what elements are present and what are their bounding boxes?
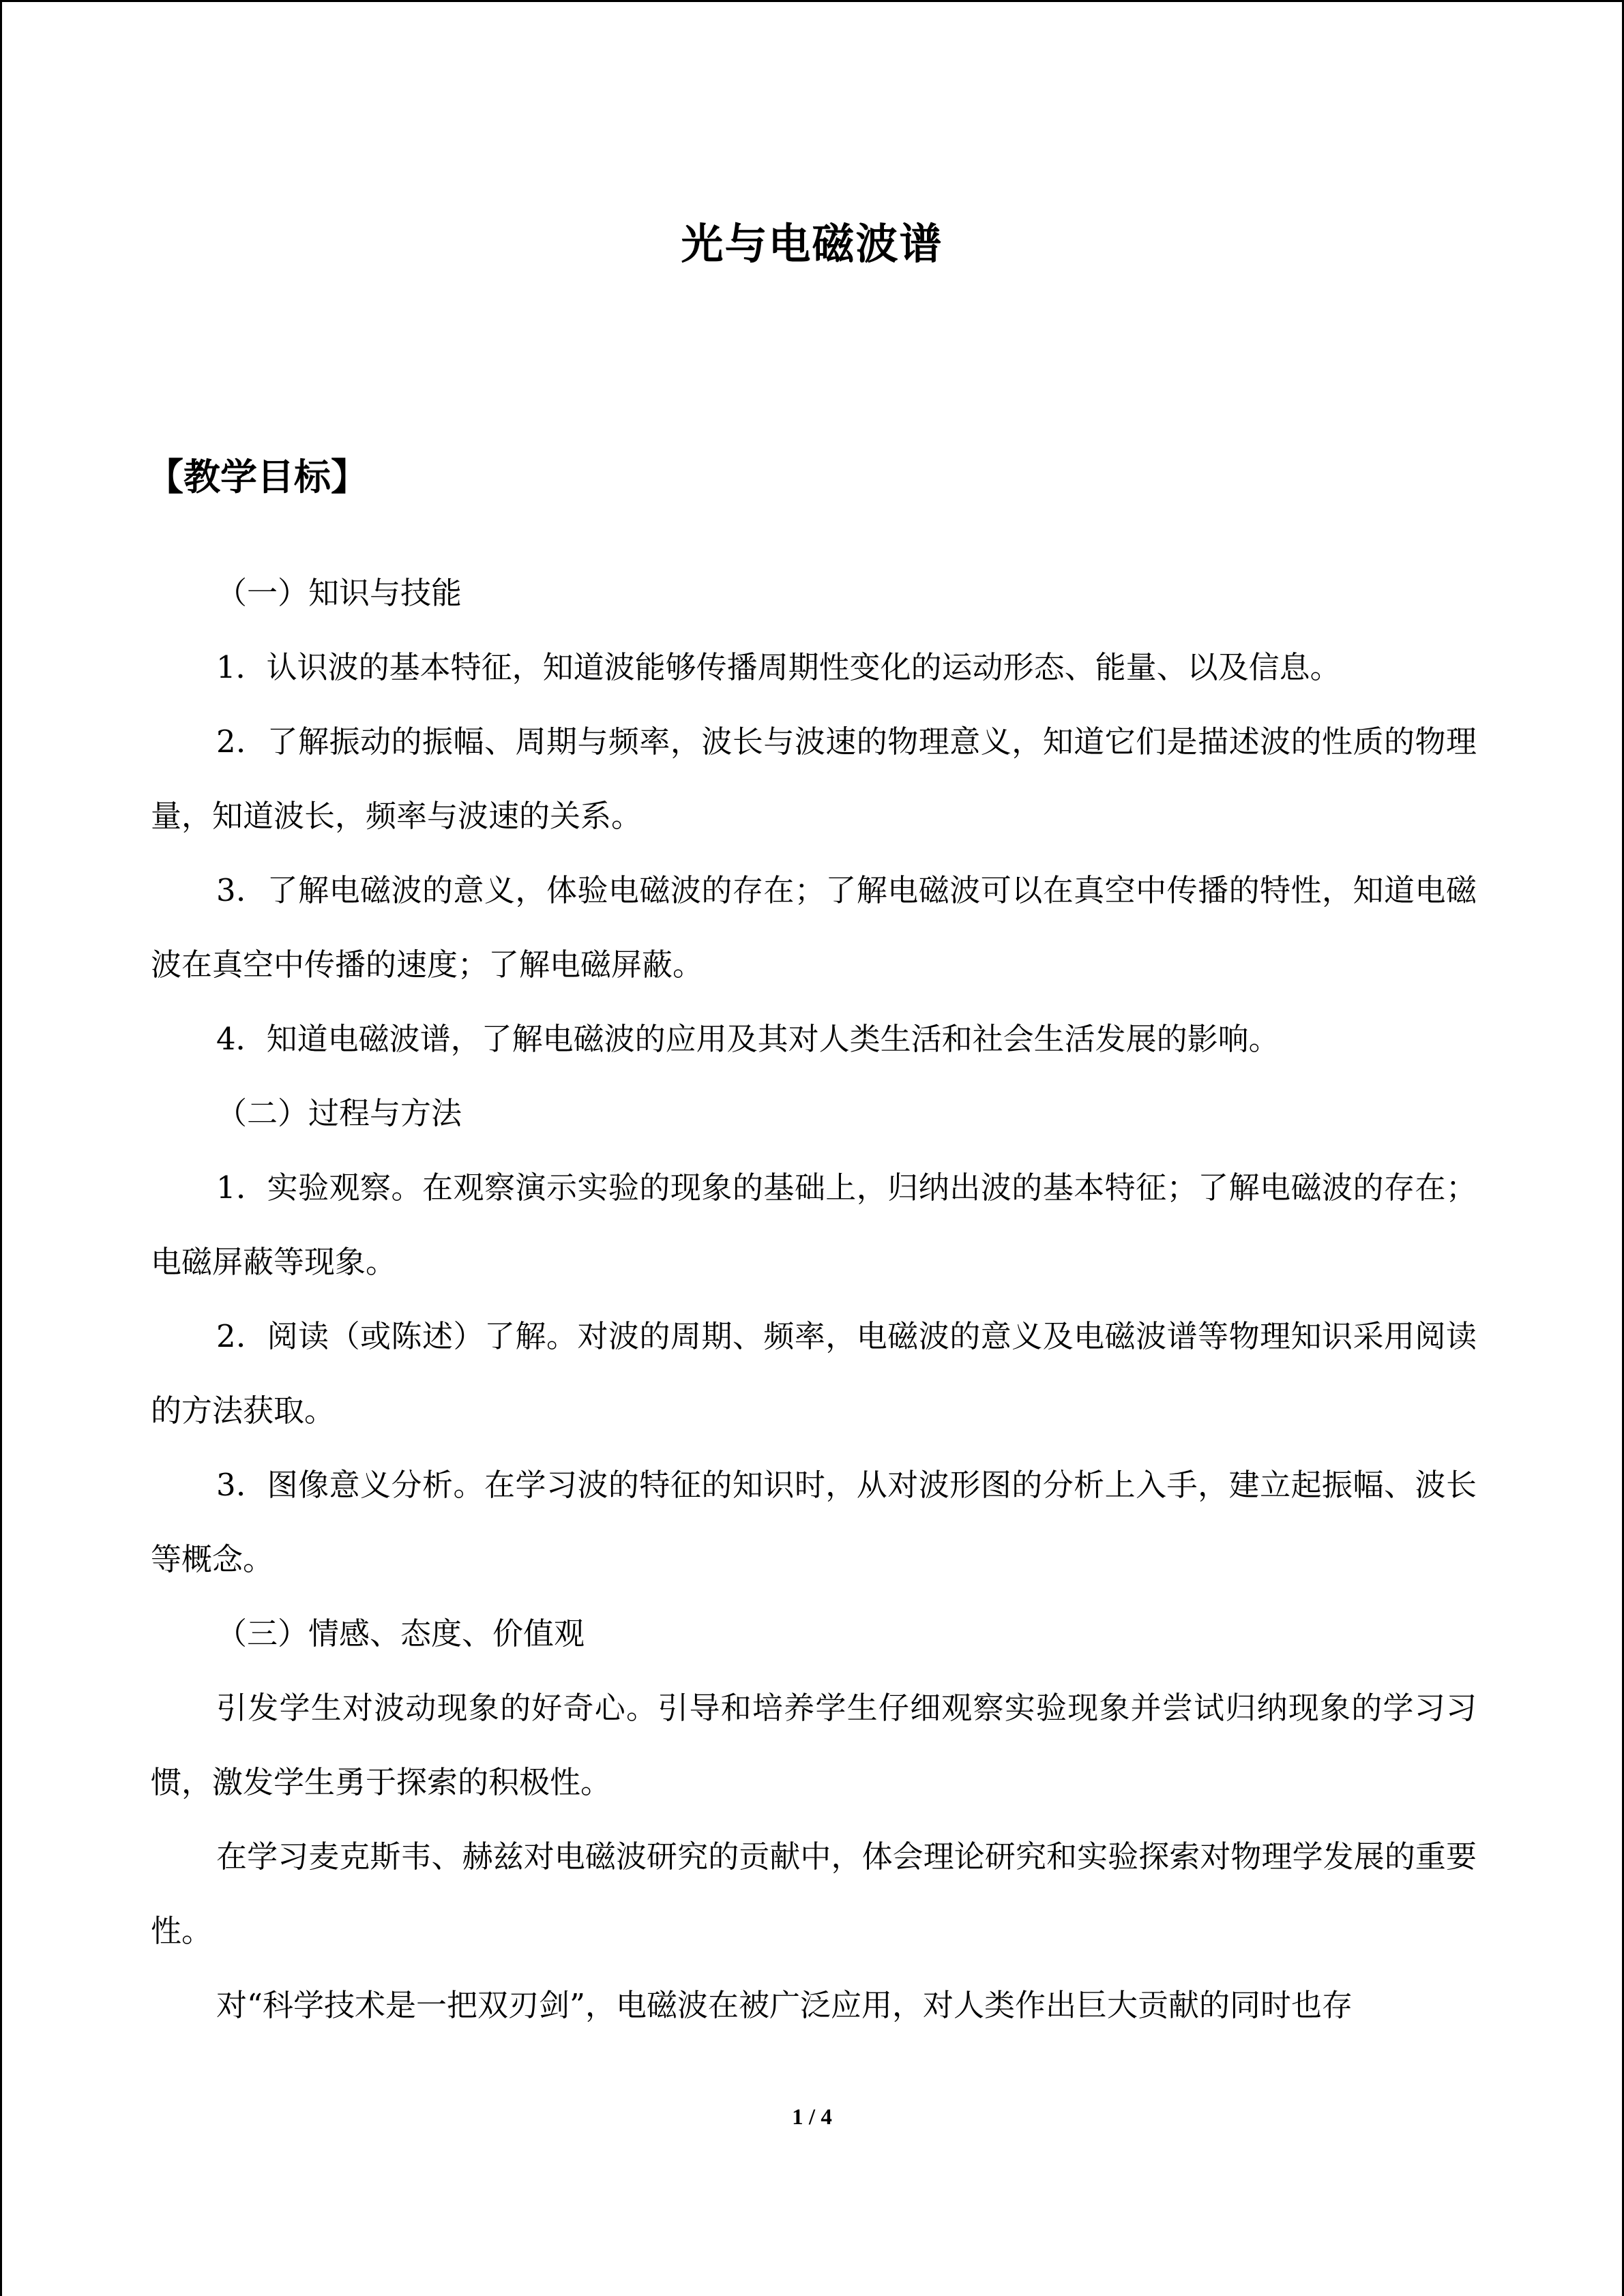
document-body [151, 556, 1477, 2042]
paragraph: 3．图像意义分析。在学习波的特征的知识时，从对波形图的分析上入手，建立起振幅、波长等概念。 [151, 1467, 1477, 1577]
paragraph: 2．阅读（或陈述）了解。对波的周期、频率，电磁波的意义及电磁波谱等物理知识采用阅读的方法获取。 [151, 1318, 1477, 1429]
paragraph: 引发学生对波动现象的好奇心。引导和培养学生仔细观察实验现象并尝试归纳现象的学习习惯，激发学生勇于探索的积极性。 [151, 1690, 1477, 1800]
document-title: 光与电磁波谱 [681, 219, 943, 269]
paragraph: 3．了解电磁波的意义，体验电磁波的存在；了解电磁波可以在真空中传播的特性，知道电磁波在真空中传播的速度；了解电磁屏蔽。 [151, 872, 1477, 983]
subheading-emotions-values: （三）情感、态度、价值观 [216, 1615, 585, 1652]
page-number: 1 / 4 [792, 2105, 832, 2130]
subheading-process-methods: （二）过程与方法 [216, 1095, 462, 1131]
paragraph: 1．实验观察。在观察演示实验的现象的基础上，归纳出波的基本特征；了解电磁波的存在；电磁屏蔽等现象。 [151, 1169, 1477, 1280]
section-heading-teaching-objectives: 【教学目标】 [147, 455, 368, 498]
paragraph: 4．知道电磁波谱，了解电磁波的应用及其对人类生活和社会生活发展的影响。 [216, 1021, 1280, 1057]
subheading-knowledge-skills: （一）知识与技能 [216, 575, 462, 611]
paragraph: 2．了解振动的振幅、周期与频率，波长与波速的物理意义，知道它们是描述波的性质的物理量，知道波长，频率与波速的关系。 [151, 724, 1477, 834]
paragraph: 对“科学技术是一把双刃剑”，电磁波在被广泛应用，对人类作出巨大贡献的同时也存 [216, 1987, 1353, 2023]
paragraph: 在学习麦克斯韦、赫兹对电磁波研究的贡献中，体会理论研究和实验探索对物理学发展的重要性。 [151, 1838, 1477, 1949]
paragraph: 1．认识波的基本特征，知道波能够传播周期性变化的运动形态、能量、以及信息。 [216, 649, 1341, 685]
